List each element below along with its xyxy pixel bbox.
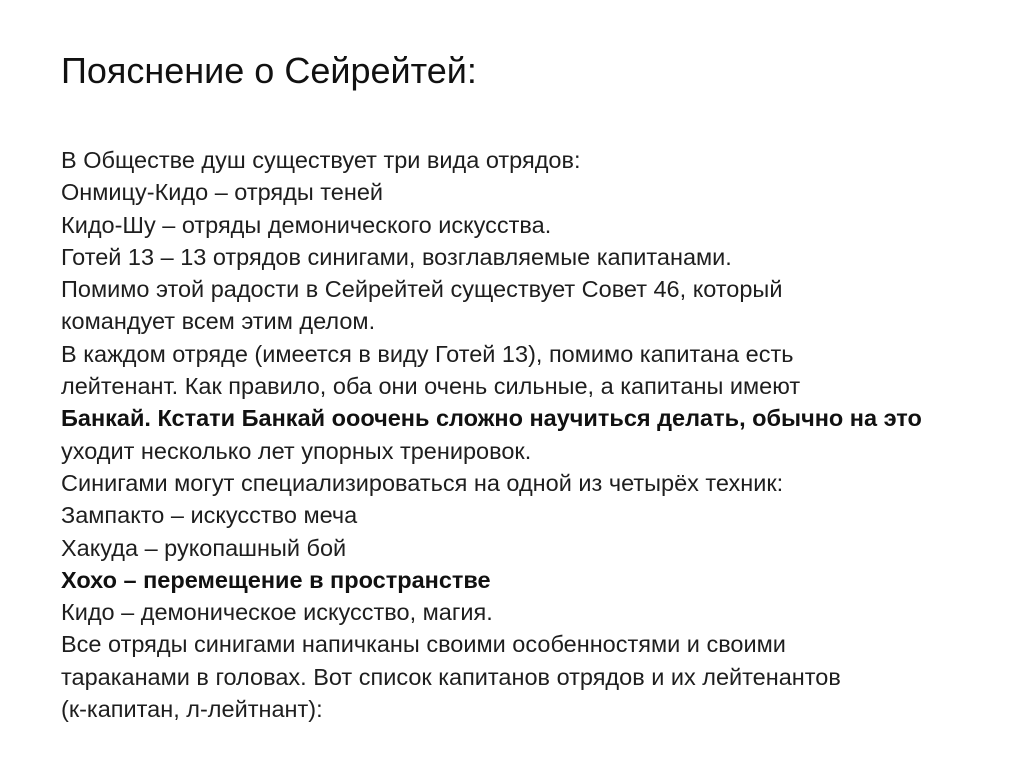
body-line: Зампакто – искусство меча	[61, 502, 358, 529]
body-line: лейтенант. Как правило, оба они очень сильные, а капитаны имеют	[61, 373, 801, 400]
body-line: (к-капитан, л-лейтнант):	[61, 696, 323, 723]
slide-title: Пояснение о Сейрейтей:	[61, 50, 477, 91]
body-line: Хохо – перемещение в пространстве	[61, 566, 491, 593]
body-line: командует всем этим делом.	[61, 308, 376, 335]
body-line: Готей 13 – 13 отрядов синигами, возглавляемые капитанами.	[61, 243, 732, 270]
body-line: Помимо этой радости в Сейрейтей существует Совет 46, который	[61, 276, 783, 303]
body-line: Кидо – демоническое искусство, магия.	[61, 599, 493, 626]
body-line: Синигами могут специализироваться на одной из четырёх техник:	[61, 469, 784, 496]
body-line: В Обществе душ существует три вида отрядов:	[61, 147, 581, 173]
body-line: Банкай. Кстати Банкай ооочень сложно научиться делать, обычно на это	[61, 405, 922, 432]
slide-body	[61, 144, 1011, 725]
body-line: Кидо-Шу – отряды демонического искусства.	[61, 211, 552, 238]
body-line: тараканами в головах. Вот список капитанов отрядов и их лейтенантов	[61, 663, 841, 690]
body-line: Все отряды синигами напичканы своими особенностями и своими	[61, 631, 786, 658]
body-line: Хакуда – рукопашный бой	[61, 534, 347, 561]
body-line: В каждом отряде (имеется в виду Готей 13), помимо капитана есть	[61, 340, 794, 367]
body-line: Онмицу-Кидо – отряды теней	[61, 179, 384, 206]
body-line: уходит несколько лет упорных тренировок.	[61, 437, 532, 464]
